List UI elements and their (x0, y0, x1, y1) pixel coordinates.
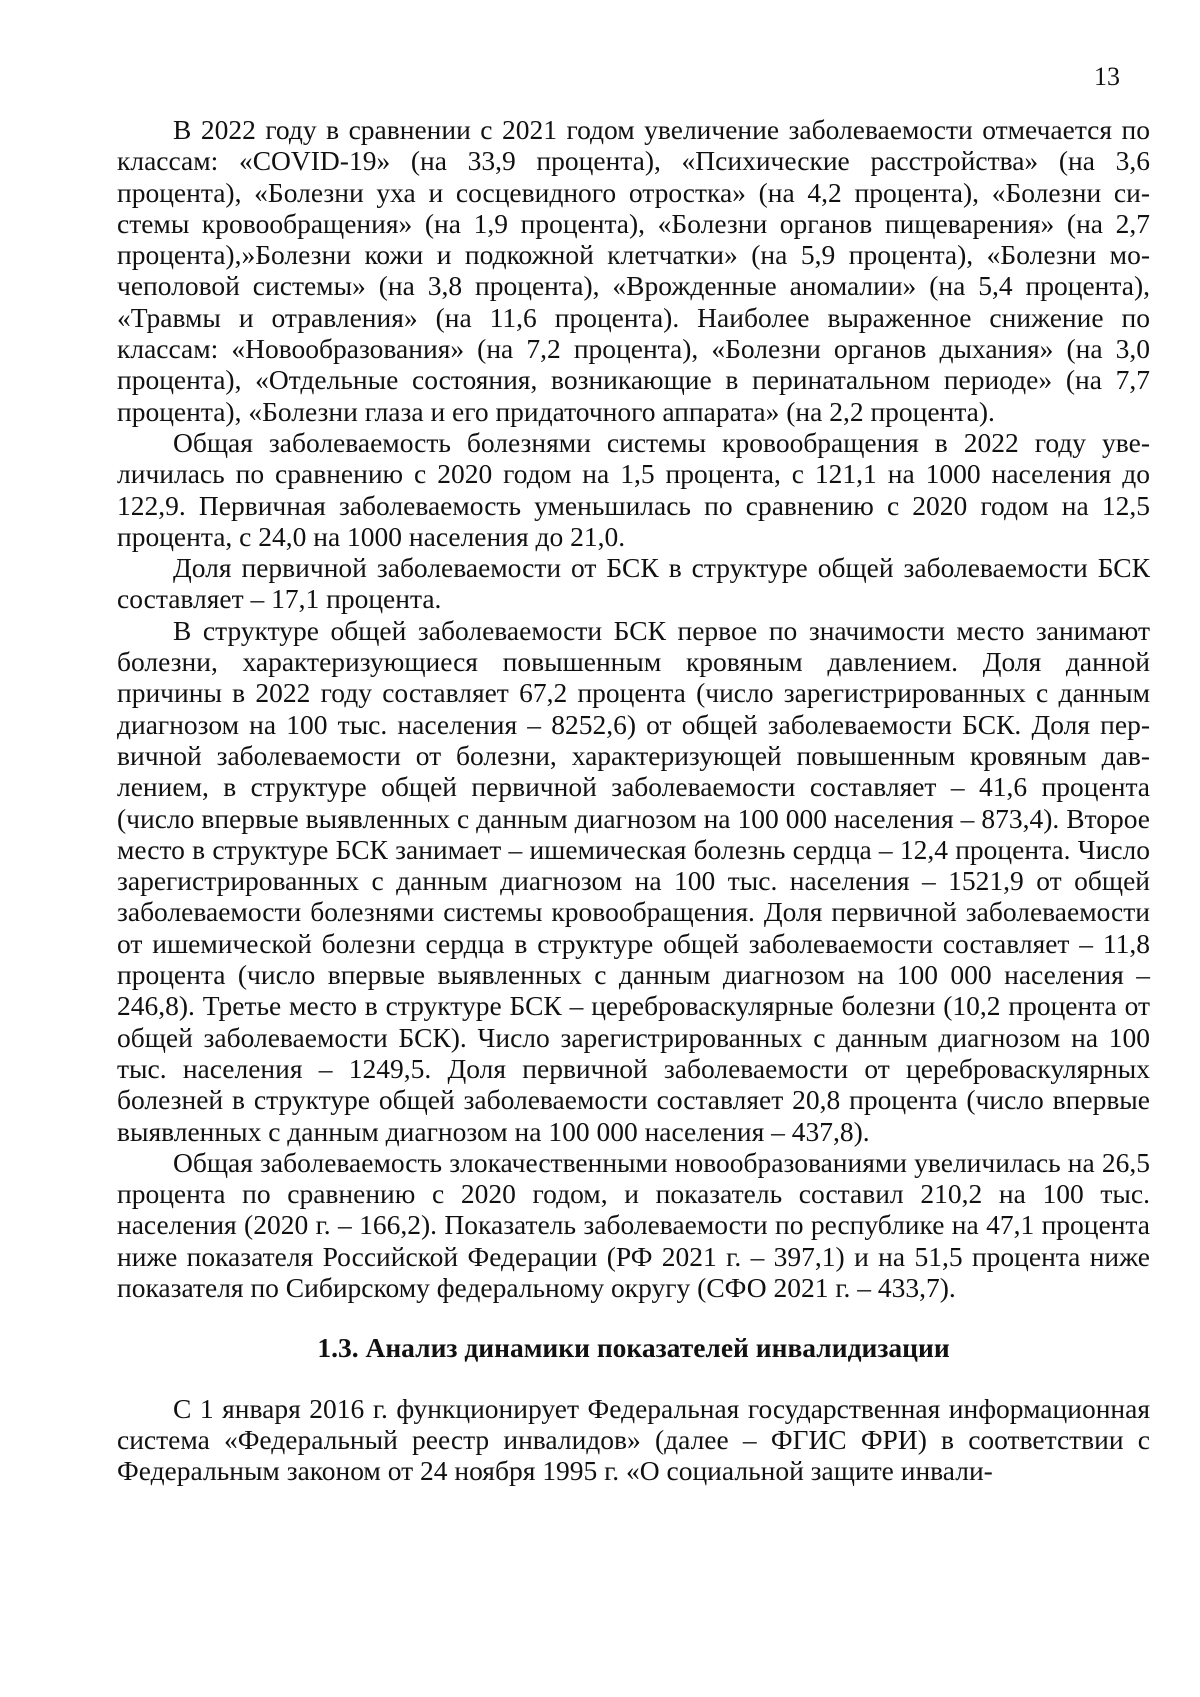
section-heading: 1.3. Анализ динамики показателей инвалидизации (317, 1332, 950, 1364)
paragraph-disability-registry: С 1 января 2016 г. функционирует Федеральная государственная информационная система «Федеральный реестр инвалидов» (далее – ФГИС ФРИ) в соответствии с Федеральным законом от 24 ноября 1995 г. «О социальной защите инвали- (117, 1392, 1150, 1487)
page-number: 13 (1094, 62, 1120, 91)
document-body (117, 114, 1150, 1486)
paragraph-circulatory-structure: В структуре общей заболеваемости БСК первое по значимости место занимают болезни, характеризующиеся повышенным кровяным давлением. Доля данной причины в 2022 году составляет 67,2 процента (число зарегистрированных с данным диагнозом на 100 тыс. населения – 8252,6) от общей заболеваемости БСК. Доля первичной заболеваемости от болезни, характеризующей повышенным кровяным давлением, в структуре общей первичной заболеваемости составляет – 41,6 процента (число впервые выявленных с данным диагнозом на 100 000 населения – 873,4). Второе место в структуре БСК занимает – ишемическая болезнь сердца – 12,4 процента. Число зарегистрированных с данным диагнозом на 100 тыс. населения – 1521,9 от общей заболеваемости болезнями системы кровообращения. Доля первичной заболеваемости от ишемической болезни сердца в структуре общей заболеваемости составляет – 11,8 процента (число впервые выявленных с данным диагнозом на 100 000 населения – 246,8). Третье место в структуре БСК – цереброваскулярные болезни (10,2 процента от общей заболеваемости БСК). Число зарегистрированных с данным диагнозом на 100 тыс. населения – 1249,5. Доля первичной заболеваемости от цереброваскулярных болезней в структуре общей заболеваемости составляет 20,8 процента (число впервые выявленных с данным диагнозом на 100 000 населения – 437,8). (117, 614, 1150, 1147)
paragraph-primary-morbidity-share: Доля первичной заболеваемости от БСК в структуре общей заболеваемости БСК составляет – 17,1 процента. (117, 552, 1150, 615)
paragraph-circulatory-morbidity: Общая заболеваемость болезнями системы кровообращения в 2022 году увеличилась по сравнению с 2020 годом на 1,5 процента, с 121,1 на 1000 населения до 122,9. Первичная заболеваемость уменьшилась по сравнению с 2020 годом на 12,5 процента, с 24,0 на 1000 населения до 21,0. (117, 426, 1150, 552)
paragraph-malignant-neoplasms: Общая заболеваемость злокачественными новообразованиями увеличилась на 26,5 процента по сравнению с 2020 годом, и показатель составил 210,2 на 100 тыс. населения (2020 г. – 166,2). Показатель заболеваемости по республике на 47,1 процента ниже показателя Российской Федерации (РФ 2021 г. – 397,1) и на 51,5 процента ниже показателя по Сибирскому федеральному округу (СФО 2021 г. – 433,7). (117, 1146, 1150, 1303)
paragraph-morbidity-by-class: В 2022 году в сравнении с 2021 годом увеличение заболеваемости отмечается по классам: «COVID-19» (на 33,9 процента), «Психические расстройства» (на 3,6 процента), «Болезни уха и сосцевидного отростка» (на 4,2 процента), «Болезни системы кровообращения» (на 1,9 процента), «Болезни органов пищеварения» (на 2,7 процента),»Болезни кожи и подкожной клетчатки» (на 5,9 процента), «Болезни мочеполовой системы» (на 3,8 процента), «Врожденные аномалии» (на 5,4 процента), «Травмы и отравления» (на 11,6 процента). Наиболее выраженное снижение по классам: «Новообразования» (на 7,2 процента), «Болезни органов дыхания» (на 3,0 процента), «Отдельные состояния, возникающие в перинатальном периоде» (на 7,7 процента), «Болезни глаза и его придаточного аппарата» (на 2,2 процента). (117, 114, 1150, 427)
